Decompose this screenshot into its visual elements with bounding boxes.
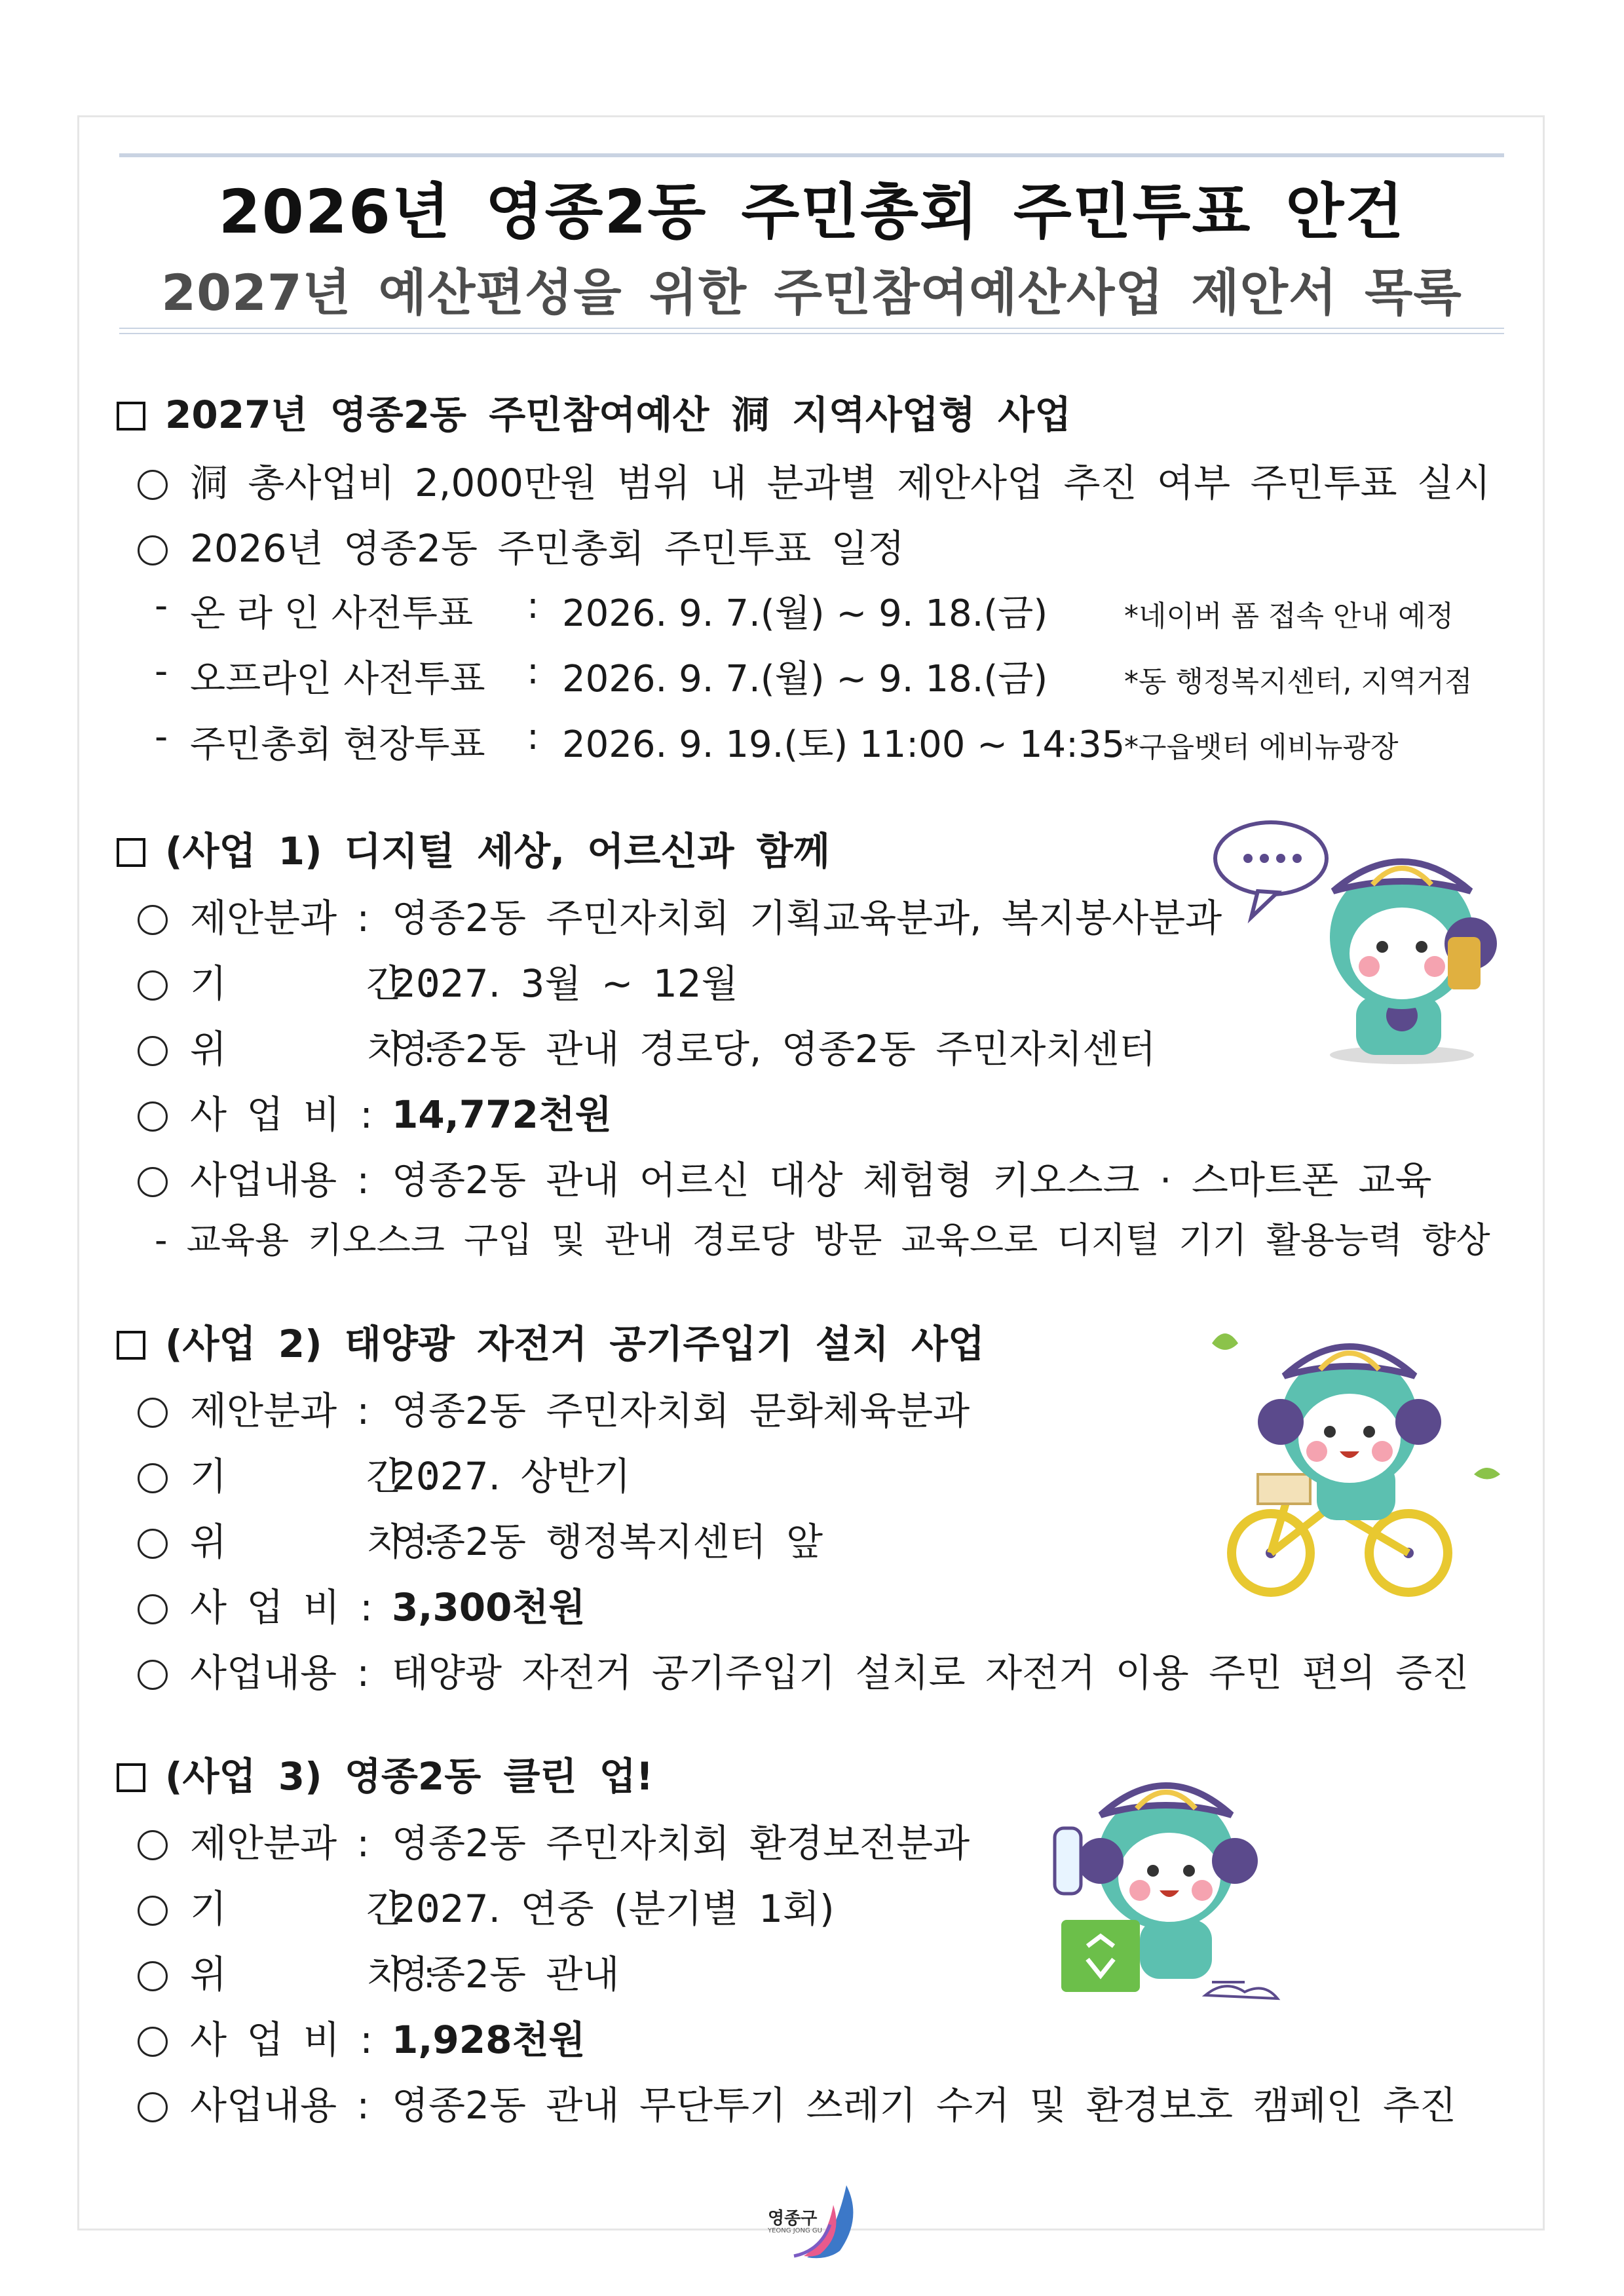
- circle-bullet-icon: [138, 1830, 168, 1860]
- project-3-division: 제안분과 : 영종2동 주민자치회 환경보전분과: [138, 1812, 970, 1867]
- logo-text: 영종구: [768, 2209, 818, 2229]
- project-2-division: 제안분과 : 영종2동 주민자치회 문화체육분과: [138, 1380, 970, 1435]
- mascot-bicycle-illustration: [1199, 1311, 1513, 1612]
- circle-bullet-icon: [138, 905, 168, 935]
- title-bottom-rule: [119, 328, 1504, 329]
- circle-bullet-icon: [138, 970, 168, 1001]
- mascot-thinking-illustration: [1205, 813, 1520, 1088]
- mascot-recycle-illustration: [1035, 1756, 1297, 2018]
- circle-bullet-icon: [138, 1594, 168, 1624]
- circle-bullet-icon: [138, 1101, 168, 1132]
- circle-bullet-icon: [138, 1036, 168, 1066]
- title-top-rule: [119, 153, 1504, 157]
- project-1-location: 위 치 :영종2동 관내 경로당, 영종2동 주민자치센터: [138, 1018, 1156, 1073]
- checkbox-square-icon: [117, 838, 145, 867]
- yeongjong-gu-logo: [768, 2179, 873, 2264]
- checkbox-square-icon: [117, 1331, 145, 1360]
- checkbox-square-icon: [117, 1763, 145, 1792]
- project-3-budget: 사 업 비 : 1,928천원: [138, 2009, 586, 2064]
- section-heading-intro: 2027년 영종2동 주민참여예산 洞 지역사업형 사업: [117, 384, 1071, 439]
- section-heading-project-3: (사업 3) 영종2동 클린 업!: [117, 1746, 653, 1801]
- project-2-location: 위 치 :영종2동 행정복지센터 앞: [138, 1511, 823, 1566]
- logo-subtext: YEONG JONG GU: [768, 2227, 823, 2234]
- project-1-division: 제안분과 : 영종2동 주민자치회 기획교육분과, 복지봉사분과: [138, 887, 1222, 942]
- circle-bullet-icon: [138, 470, 168, 500]
- project-1-period: 기 간 :2027. 3월 ~ 12월: [138, 953, 738, 1008]
- title-bottom-rule-2: [119, 333, 1504, 334]
- project-3-content: 사업내용 : 영종2동 관내 무단투기 쓰레기 수거 및 환경보호 캠페인 추진: [138, 2075, 1456, 2130]
- circle-bullet-icon: [138, 1529, 168, 1559]
- project-1-budget: 사 업 비 : 14,772천원: [138, 1084, 612, 1139]
- section-heading-project-1: (사업 1) 디지털 세상, 어르신과 함께: [117, 820, 830, 875]
- section-heading-project-2: (사업 2) 태양광 자전거 공기주입기 설치 사업: [117, 1313, 985, 1368]
- circle-bullet-icon: [138, 1660, 168, 1690]
- intro-line-budget: 洞 총사업비 2,000만원 범위 내 분과별 제안사업 추진 여부 주민투표 실시: [138, 452, 1490, 507]
- circle-bullet-icon: [138, 1167, 168, 1197]
- document-subtitle: 2027년 예산편성을 위한 주민참여예산사업 제안서 목록: [161, 263, 1462, 322]
- circle-bullet-icon: [138, 1896, 168, 1926]
- project-1-content: 사업내용 : 영종2동 관내 어르신 대상 체험형 키오스크 · 스마트폰 교육: [138, 1149, 1431, 1204]
- project-3-location: 위 치 :영종2동 관내: [138, 1943, 619, 1999]
- circle-bullet-icon: [138, 535, 168, 565]
- checkbox-square-icon: [117, 402, 145, 430]
- circle-bullet-icon: [138, 1961, 168, 1991]
- document-title: 2026년 영종2동 주민총회 주민투표 안건: [218, 177, 1405, 247]
- project-1-detail: - 교육용 키오스크 구입 및 관내 경로당 방문 교육으로 디지털 기기 활용능력 향상: [155, 1219, 1490, 1261]
- circle-bullet-icon: [138, 2092, 168, 2122]
- project-3-period: 기 간 :2027. 연중 (분기별 1회): [138, 1878, 835, 1933]
- circle-bullet-icon: [138, 2027, 168, 2057]
- project-2-period: 기 간 :2027. 상반기: [138, 1445, 631, 1501]
- circle-bullet-icon: [138, 1398, 168, 1428]
- project-2-content: 사업내용 : 태양광 자전거 공기주입기 설치로 자전거 이용 주민 편의 증진: [138, 1642, 1469, 1697]
- intro-line-schedule: 2026년 영종2동 주민총회 주민투표 일정: [138, 518, 905, 573]
- circle-bullet-icon: [138, 1463, 168, 1493]
- project-2-budget: 사 업 비 : 3,300천원: [138, 1577, 586, 1632]
